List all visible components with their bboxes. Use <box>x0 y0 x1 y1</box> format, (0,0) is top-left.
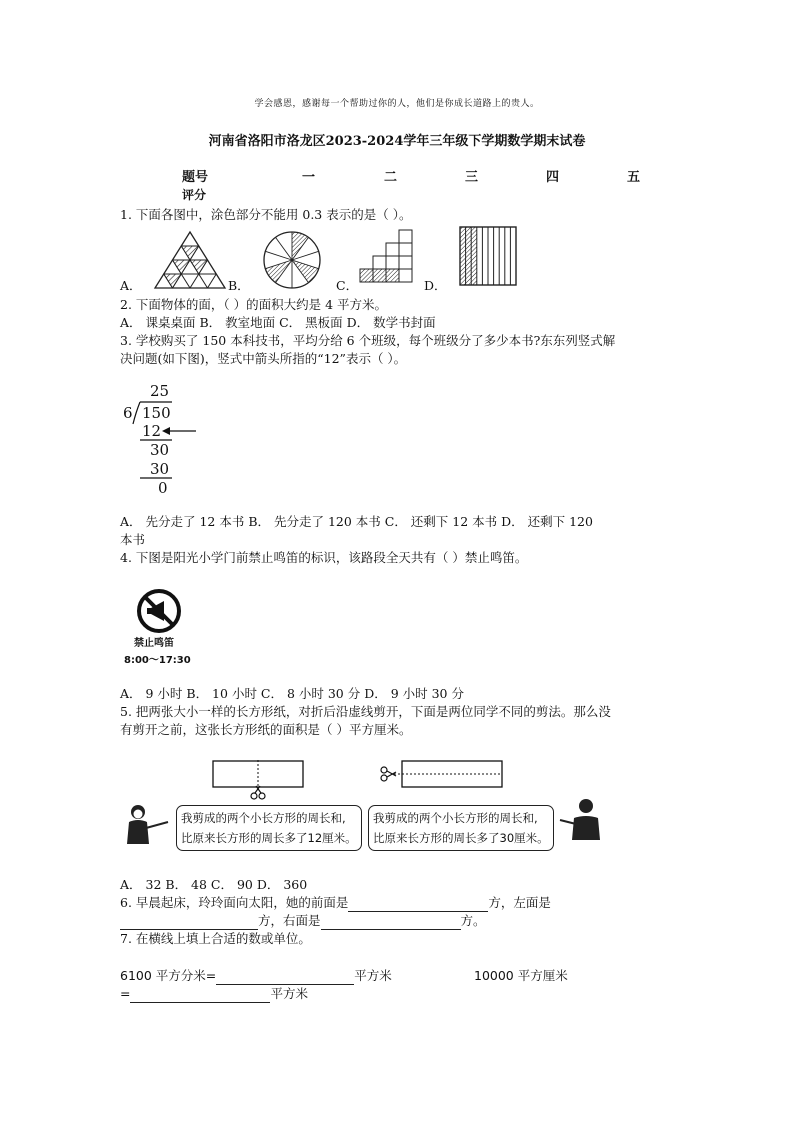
q1-figure-triangle <box>155 232 225 290</box>
division-divisor: 6 <box>123 404 133 422</box>
q7-item1-blank[interactable] <box>216 970 354 985</box>
speech-bubble-right <box>368 805 554 851</box>
division-quotient: 25 <box>150 382 170 400</box>
score-row-label: 评分 <box>182 188 207 202</box>
score-table-header <box>180 166 650 186</box>
bubble-left-line2: 比原来长方形的周长多了12厘米。 <box>181 831 357 845</box>
division-lines <box>120 382 210 497</box>
sign-label: 禁止鸣笛 <box>134 638 174 649</box>
division-remainder: 0 <box>158 479 168 497</box>
motto-line: 学会感恩，感谢每一个帮助过你的人，他们是你成长道路上的贵人。 <box>254 99 540 109</box>
q1-option-d: D． <box>424 278 447 293</box>
q7-item1 <box>120 967 392 985</box>
q6-blank-left[interactable] <box>120 915 258 930</box>
division-dividend: 150 <box>142 404 171 422</box>
long-division <box>120 382 210 497</box>
q5-rect-right <box>380 760 504 790</box>
q5-rect-left <box>212 760 304 800</box>
q1-figure-staircase <box>357 230 413 290</box>
scissors-icon <box>381 767 396 781</box>
division-step2: 30 <box>150 441 170 459</box>
q7-item2-blank[interactable] <box>130 988 270 1003</box>
q6-blank-front[interactable] <box>348 897 488 912</box>
question-4-options: A． 9 小时 B． 10 小时 C． 8 小时 30 分 D． 9 小时 30 分 <box>120 686 464 701</box>
question-5-options: A． 32 B． 48 C． 90 D． 360 <box>120 877 308 892</box>
question-2-options: A． 课桌桌面 B． 教室地面 C． 黑板面 D． 数学书封面 <box>120 315 436 330</box>
score-col-4: 四 <box>546 170 560 185</box>
q6-part4: 方。 <box>460 913 486 928</box>
q7-item2-prefix: 10000 平方厘米 <box>474 968 568 983</box>
q1-option-b: B． <box>228 278 250 293</box>
score-col-2: 二 <box>384 170 398 185</box>
division-step1: 12 <box>142 422 162 440</box>
student-boy-icon <box>558 796 604 846</box>
question-5-line1: 5. 把两张大小一样的长方形纸，对折后沿虚线剪开，下面是两位同学不同的剪法。那么没 <box>120 704 611 719</box>
q7-item2 <box>120 985 308 1003</box>
q7-item2-equals: = <box>120 986 131 1001</box>
question-3-line2: 决问题(如下图)，竖式中箭头所指的“12”表示（ ）。 <box>120 351 407 366</box>
q1-figure-stripes <box>459 226 517 286</box>
q7-item2-suffix: 平方米 <box>270 986 308 1001</box>
q6-part2: 方，左面是 <box>488 895 551 910</box>
q1-option-c: C． <box>336 278 359 293</box>
bubble-left-line1: 我剪成的两个小长方形的周长和, <box>181 811 346 825</box>
question-1-text: 1. 下面各图中，涂色部分不能用 0.3 表示的是（ ）。 <box>120 207 412 222</box>
q7-item1-prefix: 6100 平方分米= <box>120 968 217 983</box>
question-3-options-line1: A． 先分走了 12 本书 B． 先分走了 120 本书 C． 还剩下 12 本书 D． 还剩下 120 <box>120 514 593 529</box>
bubble-right-line2: 比原来长方形的周长多了30厘米。 <box>373 831 549 845</box>
q1-figure-circle <box>262 230 322 290</box>
exam-title: 河南省洛阳市洛龙区2023-2024学年三年级下学期数学期末试卷 <box>208 134 586 149</box>
question-6-line1 <box>120 894 551 912</box>
question-2-text: 2. 下面物体的面，（ ）的面积大约是 4 平方米。 <box>120 297 388 312</box>
question-7-text: 7. 在横线上填上合适的数或单位。 <box>120 931 311 946</box>
q1-option-a: A． <box>120 278 142 293</box>
score-col-1: 一 <box>302 170 316 185</box>
student-girl-icon <box>124 800 176 848</box>
q7-item1-suffix: 平方米 <box>354 968 392 983</box>
score-col-5: 五 <box>627 170 641 185</box>
question-6-line2 <box>120 912 486 930</box>
score-col-3: 三 <box>465 170 479 185</box>
speech-bubble-left <box>176 805 362 851</box>
bubble-right-line1: 我剪成的两个小长方形的周长和, <box>373 811 538 825</box>
q6-part1: 6. 早晨起床，玲玲面向太阳，她的前面是 <box>120 895 349 910</box>
question-3-options-line2: 本书 <box>120 532 146 547</box>
question-5-line2: 有剪开之前，这张长方形纸的面积是（ ）平方厘米。 <box>120 722 412 737</box>
question-4-text: 4. 下图是阳光小学门前禁止鸣笛的标识，该路段全天共有（ ）禁止鸣笛。 <box>120 550 528 565</box>
score-label: 题号 <box>182 170 209 185</box>
scissors-icon <box>251 786 265 799</box>
division-step3: 30 <box>150 460 170 478</box>
sign-time: 8:00～17:30 <box>124 655 191 666</box>
q6-blank-right[interactable] <box>321 915 461 930</box>
no-honking-sign-icon <box>136 588 182 634</box>
question-3-line1: 3. 学校购买了 150 本科技书，平均分给 6 个班级，每个班级分了多少本书?东东列竖式解 <box>120 333 616 348</box>
q6-part3: 方，右面是 <box>258 913 321 928</box>
